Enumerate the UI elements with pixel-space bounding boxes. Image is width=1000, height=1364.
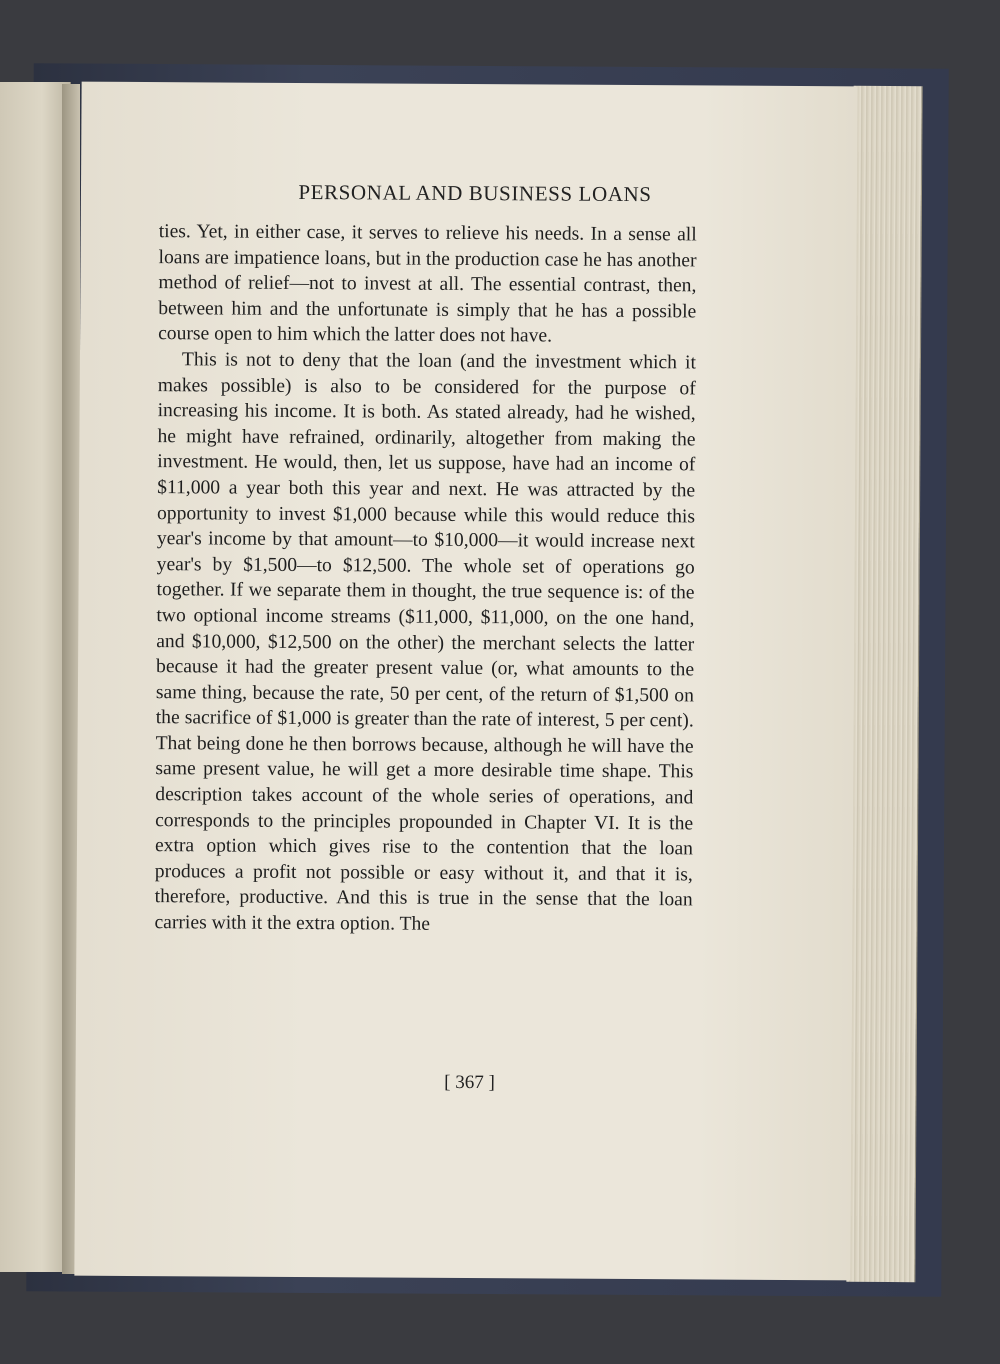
page-block-edges — [846, 86, 922, 1282]
running-head: PERSONAL AND BUSINESS LOANS — [298, 179, 652, 207]
paragraph: This is not to deny that the loan (and the investment which it makes possible) is also to be considered for the purpose of increasing his income. It is both. As stated already, had he wished, he might have refrained, ordinarily, altogether from making the investment. He would, then, let us suppose, have had an income of $11,000 a year both this year and next. He was attracted by the opportunity to invest $1,000 because while this would reduce this year's income by that amount—to $10,000—it would increase next year's by $1,500—to $12,500. The whole set of operations go together. If we separate them in thought, the true sequence is: of the two optional income streams ($11,000, $11,000, on the one hand, and $10,000, $12,500 on the other) the merchant selects the latter because it had the greater present value (or, what amounts to the same thing, because the rate, 50 per cent, of the return of $1,500 on the sacrifice of $1,000 is greater than the rate of interest, 5 per cent). That being done he then borrows because, although he will have the same present value, he will get a more desirable time shape. This description takes account of the whole series of operations, and corresponds to the principles propounded in Chapter VI. It is the extra option which gives rise to the contention that the loan produces a profit not possible or easy without it, and that it is, therefore, productive. And this is true in the sense that the loan carries with it the extra option. The — [154, 349, 697, 935]
body-text — [154, 219, 696, 939]
paragraph-continued: ties. Yet, in either case, it serves to relieve his needs. In a sense all loans are impatience loans, but in the production case he has another method of relief—not to invest at all. The essential contrast, then, between him and the unfortunate is simply that he has a possible course open to him which the latter does not have. — [158, 221, 697, 347]
book-page — [74, 82, 857, 1281]
page-number: [ 367 ] — [444, 1071, 495, 1094]
facing-page-edge — [0, 82, 71, 1272]
